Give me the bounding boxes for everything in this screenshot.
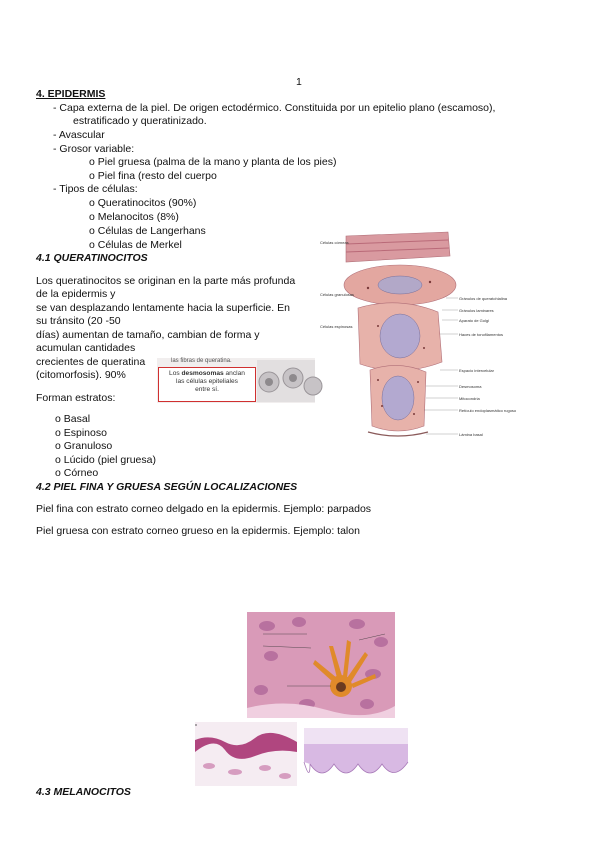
keratinocyte-para-line-4: su tránsito (20 -50 bbox=[36, 315, 121, 327]
strata-intro: Forman estratos: bbox=[36, 392, 116, 404]
stratum-basal: o Basal bbox=[55, 413, 91, 425]
stratum-spinosum: o Espinoso bbox=[55, 427, 107, 439]
diagram-label-granulosas: Células granulosas bbox=[320, 292, 355, 297]
diagram-label-mitocondria: Mitocondria bbox=[459, 396, 480, 401]
desmosome-inset-figure bbox=[157, 358, 315, 403]
keratinocyte-para-line-2: de la epidermis y bbox=[36, 288, 116, 300]
keratinocyte-para-line-7: crecientes de queratina bbox=[36, 356, 146, 368]
thick-skin-text: Piel gruesa con estrato corneo grueso en la epidermis. Ejemplo: talon bbox=[36, 525, 360, 537]
inset-callout-box bbox=[158, 367, 256, 402]
keratinocyte-para-line-1: Los queratinocitos se originan en la parte más profunda bbox=[36, 275, 296, 287]
inset-cells-illustration bbox=[257, 360, 315, 402]
diagram-label-espinosas: Células espinosas bbox=[320, 324, 353, 329]
epidermis-item-3: - Grosor variable: bbox=[53, 143, 135, 155]
stratum-lucidum: o Lúcido (piel gruesa) bbox=[55, 454, 156, 466]
diagram-label-intercelular: Espacio intercelular bbox=[459, 368, 494, 373]
keratinocyte-strata-diagram bbox=[318, 230, 517, 442]
diagram-label-corneas: Células córneas bbox=[320, 240, 349, 245]
diagram-label-desmosoma: Desmosoma bbox=[459, 384, 482, 389]
keratinocyte-para-line-6: acumulan cantidades bbox=[36, 342, 136, 354]
diagram-label-lamina: Lámina basal bbox=[459, 432, 483, 437]
cell-type-langerhans: o Células de Langerhans bbox=[89, 225, 206, 237]
melanocyte-illustration bbox=[247, 612, 395, 718]
stratum-corneum: o Córneo bbox=[55, 467, 99, 479]
page-number: 1 bbox=[296, 76, 302, 88]
thick-skin-illustration bbox=[304, 722, 408, 786]
epidermis-item-1: - Capa externa de la piel. De origen ectodérmico. Constituida por un epitelio plano (escamoso), bbox=[53, 102, 496, 114]
epidermis-subitem-thick: o Piel gruesa (palma de la mano y planta de los pies) bbox=[89, 156, 337, 168]
inset-text-post: anclan bbox=[223, 370, 245, 377]
keratinocyte-para-line-8: (citomorfosis). 90% bbox=[36, 369, 126, 381]
thin-skin-illustration bbox=[195, 722, 297, 786]
inset-text-desmosomas: desmosomas bbox=[181, 370, 224, 377]
melanocyte-micrograph bbox=[247, 612, 395, 718]
inset-top-text: las fibras de queratina. bbox=[171, 358, 232, 364]
section-4-3-heading: 4.3 MELANOCITOS bbox=[36, 786, 131, 798]
section-4-1-heading: 4.1 QUERATINOCITOS bbox=[36, 252, 148, 264]
inset-text-line-3: entre sí. bbox=[195, 386, 219, 393]
section-4-heading: 4. EPIDERMIS bbox=[36, 88, 106, 100]
diagram-label-tonofilamentos: Haces de tonofilamentos bbox=[459, 332, 504, 337]
stratum-granulosum: o Granuloso bbox=[55, 440, 113, 452]
thin-skin-micrograph bbox=[195, 722, 297, 786]
section-4-2-heading: 4.2 PIEL FINA Y GRUESA SEGÚN LOCALIZACIONES bbox=[36, 481, 298, 493]
thin-skin-text: Piel fina con estrato corneo delgado en la epidermis. Ejemplo: parpados bbox=[36, 503, 372, 515]
thick-skin-micrograph bbox=[304, 722, 408, 786]
diagram-label-laminares: Gránulos laminares bbox=[459, 308, 494, 313]
cell-type-keratinocytes: o Queratinocitos (90%) bbox=[89, 197, 197, 209]
keratinocyte-para-line-3: se van desplazando lentamente hacia la superficie. En bbox=[36, 302, 290, 314]
inset-text-pre: Los bbox=[169, 370, 182, 377]
epidermis-subitem-thin: o Piel fina (resto del cuerpo bbox=[89, 170, 217, 182]
epidermis-item-1-cont: estratificado y queratinizado. bbox=[73, 115, 207, 127]
inset-text-line-2: las células epiteliales bbox=[176, 378, 238, 385]
epidermis-item-4: - Tipos de células: bbox=[53, 183, 138, 195]
epidermis-item-2: - Avascular bbox=[53, 129, 105, 141]
cell-type-melanocytes: o Melanocitos (8%) bbox=[89, 211, 179, 223]
diagram-label-golgi: Aparato de Golgi bbox=[459, 318, 490, 323]
diagram-label-reticulo: Retículo endoplasmático rugoso bbox=[459, 408, 517, 413]
keratinocyte-para-line-5: días) aumentan de tamaño, cambian de forma y bbox=[36, 329, 260, 341]
diagram-label-queratohialina: Gránulos de queratohialina bbox=[459, 296, 508, 301]
cell-type-merkel: o Células de Merkel bbox=[89, 239, 182, 251]
